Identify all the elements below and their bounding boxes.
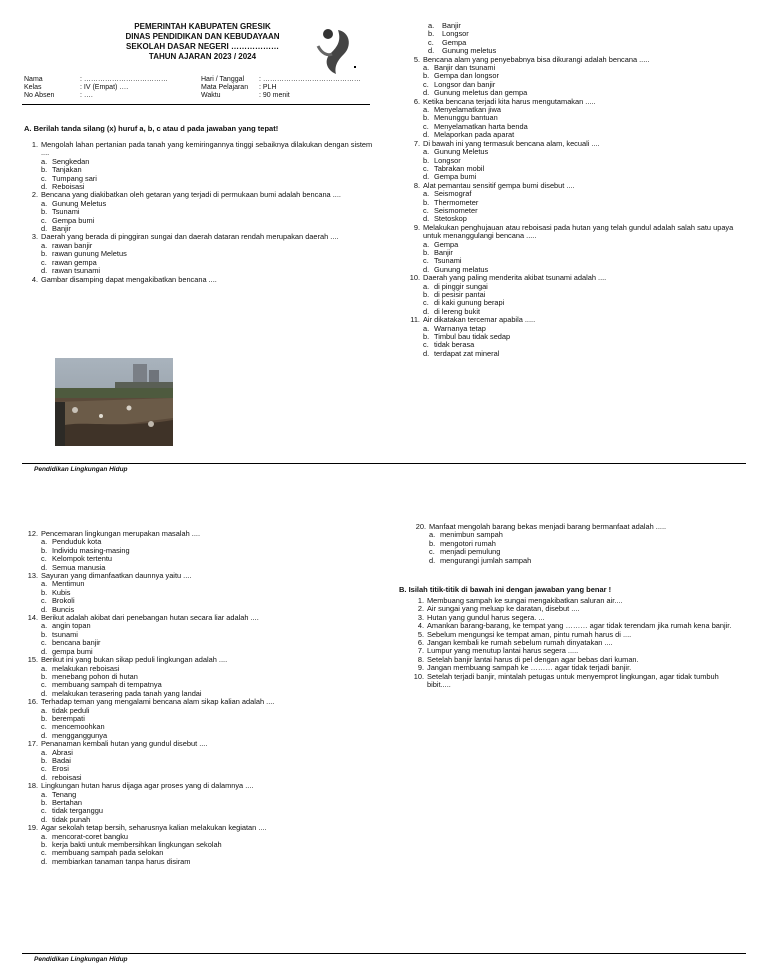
question-text: Lingkungan hutan harus dijaga agar proses yang di dalamnya ....: [41, 781, 254, 791]
question-text: Berikut ini yang bukan sikap peduli lingkungan adalah ....: [41, 655, 228, 665]
questions-column-4: [414, 523, 748, 565]
option-text: Gunung meletus dan gempa: [434, 88, 528, 98]
option-letter: d.: [41, 604, 48, 614]
question: [26, 141, 374, 158]
option-letter: c.: [41, 257, 47, 267]
option-text: tidak berasa: [434, 340, 475, 350]
option-letter: b.: [41, 798, 48, 807]
item-number: 10.: [413, 671, 424, 681]
item-number: 7.: [417, 646, 424, 656]
item-text[interactable]: Membuang sampah ke sungai mengakibatkan saluran air....: [427, 596, 623, 605]
question-number: 8.: [413, 180, 420, 190]
option-text: Menunggu bantuan: [434, 113, 498, 123]
item-number: 8.: [417, 654, 424, 664]
header-rule: [22, 104, 370, 105]
subject-label: Mata Pelajaran: [201, 84, 249, 91]
option-letter: c.: [41, 173, 47, 183]
option-text: Banjir: [442, 21, 461, 30]
option-letter: a.: [41, 831, 48, 841]
option-letter: c.: [423, 163, 429, 173]
exam-info: [201, 76, 361, 100]
option-letter: b.: [423, 332, 430, 342]
class-value: : IV (Empat) ….: [80, 84, 129, 91]
option-text: Kelompok tertentu: [52, 554, 112, 564]
option-letter: d.: [423, 130, 430, 140]
option-letter: c.: [423, 298, 429, 308]
day-label: Hari / Tanggal: [201, 76, 245, 83]
option-text: Gempa: [434, 239, 459, 249]
class-label: Kelas: [24, 84, 42, 91]
option-text: berempati: [52, 713, 85, 723]
option-letter: c.: [41, 722, 47, 732]
option-text: Tabrakan mobil: [434, 163, 485, 173]
option-text: tidak punah: [52, 814, 91, 824]
header-line: PEMERINTAH KABUPATEN GRESIK: [134, 22, 271, 31]
option-letter: b.: [423, 71, 430, 81]
option-text: Gempa: [442, 37, 467, 47]
question-text: Berikut adalah akibat dari penebangan hutan secara liar adalah ....: [41, 613, 259, 623]
item-text[interactable]: Air sungai yang meluap ke daratan, disebut ....: [427, 604, 580, 614]
option-letter: d.: [41, 772, 48, 782]
option-text: Abrasi: [52, 747, 73, 757]
answer-option[interactable]: [414, 557, 748, 565]
option-letter: a.: [423, 323, 430, 333]
option-letter: c.: [429, 547, 435, 557]
question-text: Bencana yang diakibatkan oleh getaran yang terjadi di permukaan bumi adalah bencana ....: [41, 190, 341, 200]
question-text: Manfaat mengolah barang bekas menjadi barang bermanfaat adalah .....: [429, 522, 667, 531]
answer-option[interactable]: [26, 749, 374, 757]
fill-in-item: [402, 673, 738, 690]
option-text: gempa bumi: [52, 646, 93, 656]
item-text[interactable]: Amankan barang-barang, ke tempat yang ……… agar tidak terendam jika rumah kena banjir.: [427, 621, 732, 631]
option-text: Tsunami: [434, 256, 462, 266]
item-number: 9.: [417, 663, 424, 673]
option-text: Gunung melatus: [434, 264, 489, 274]
option-letter: a.: [429, 530, 436, 540]
option-letter: d.: [423, 172, 430, 182]
option-text: Tanjakan: [52, 165, 82, 175]
item-text[interactable]: Sebelum mengungsi ke tempat aman, pintu rumah harus di ....: [427, 629, 632, 639]
option-letter: d.: [41, 224, 48, 234]
option-letter: c.: [41, 596, 47, 606]
option-letter: b.: [423, 155, 430, 165]
question-number: 19.: [27, 823, 38, 833]
option-letter: d.: [423, 348, 430, 358]
question-text: Di bawah ini yang termasuk bencana alam, kecuali ....: [423, 138, 600, 148]
section-b-title: B. Isilah titik-titik di bawah ini dengan jawaban yang benar !: [399, 585, 612, 594]
option-text: Tenang: [52, 789, 77, 799]
option-text: mengotori rumah: [440, 538, 496, 548]
option-letter: a.: [423, 189, 430, 199]
name-value: : ………………………………: [80, 76, 168, 83]
option-text: Tumpang sari: [52, 173, 97, 183]
absen-label: No Absen: [24, 92, 55, 99]
option-text: Gunung meletus: [442, 46, 497, 56]
option-text: di kaki gunung berapi: [434, 298, 505, 308]
option-letter: d.: [428, 46, 435, 56]
item-text[interactable]: Setelah terjadi banjir, mintalah petugas untuk menyemprot lingkungan, agar tidak tumbuh bibit.....: [427, 671, 719, 690]
option-text: rawan gunung Meletus: [52, 249, 127, 259]
item-text[interactable]: Jangan kembali ke rumah sebelum rumah dinyatakan ....: [427, 638, 613, 648]
item-text[interactable]: Lumpur yang menutup lantai harus segera .....: [427, 646, 579, 656]
question-number: 15.: [27, 655, 38, 665]
option-letter: b.: [423, 247, 430, 257]
questions-column-3: [26, 530, 374, 866]
question-number: 9.: [413, 222, 420, 232]
footer-rule: [22, 953, 746, 954]
option-letter: d.: [41, 730, 48, 740]
option-text: di pinggir sungai: [434, 281, 488, 291]
section-b-list: [402, 597, 738, 689]
item-text[interactable]: Jangan membuang sampah ke ……… agar tidak terjadi banjir.: [427, 663, 632, 673]
header-line: TAHUN AJARAN 2023 / 2024: [148, 52, 257, 61]
day-value: : ……………………………………: [259, 76, 361, 83]
option-text: Gempa dan longsor: [434, 71, 499, 81]
option-letter: b.: [41, 207, 48, 217]
option-text: Menyelamatkan jiwa: [434, 105, 501, 115]
option-text: bencana banjir: [52, 638, 101, 648]
option-letter: a.: [423, 281, 430, 291]
option-text: menjadi pemulung: [440, 547, 501, 557]
answer-option[interactable]: [26, 589, 374, 597]
option-text: menimbun sampah: [440, 530, 503, 540]
school-logo: [312, 24, 358, 76]
option-letter: d.: [423, 88, 430, 98]
footer-text: Pendidikan Lingkungan Hidup: [34, 466, 128, 473]
option-text: Kubis: [52, 587, 71, 597]
option-letter: c.: [41, 215, 47, 225]
option-letter: a.: [41, 621, 48, 631]
item-number: 6.: [417, 638, 424, 648]
option-text: di pesisir pantai: [434, 290, 486, 299]
question-number: 11.: [410, 315, 420, 325]
option-text: mencemoohkan: [52, 722, 105, 732]
option-text: membiarkan tanaman tanpa harus disiram: [52, 856, 191, 866]
question-text: Gambar disamping dapat mengakibatkan bencana ....: [41, 274, 217, 284]
question-text: Bencana alam yang penyebabnya bisa dikurangi adalah bencana .....: [423, 54, 650, 64]
option-letter: a.: [41, 537, 48, 547]
option-letter: c.: [41, 554, 47, 564]
option-text: Individu masing-masing: [52, 545, 130, 555]
option-letter: b.: [41, 840, 48, 850]
answer-option[interactable]: [26, 217, 374, 225]
option-text: Penduduk kota: [52, 537, 102, 547]
option-letter: b.: [41, 249, 48, 259]
option-text: Sengkedan: [52, 156, 90, 166]
question-number: 10.: [409, 273, 420, 283]
option-text: Longsor: [442, 29, 469, 39]
option-text: Stetoskop: [434, 214, 467, 224]
question-text: Daerah yang paling menderita akibat tsunami adalah ....: [423, 273, 607, 283]
question-number: 2.: [31, 190, 38, 200]
option-letter: a.: [41, 579, 48, 589]
option-letter: a.: [41, 198, 48, 208]
item-number: 4.: [417, 621, 424, 631]
question-text: Melakukan penghujauan atau reboisasi pada hutan yang telah gundul adalah salah satu upaya untuk menanggulangi bencana .....: [423, 222, 734, 241]
option-letter: d.: [41, 814, 48, 824]
option-letter: d.: [41, 266, 48, 276]
option-text: Menyelamatkan harta benda: [434, 121, 528, 131]
option-text: Semua manusia: [52, 562, 106, 572]
question-number: 13.: [27, 571, 38, 581]
option-letter: b.: [428, 29, 435, 39]
option-letter: b.: [423, 197, 430, 207]
option-letter: d.: [41, 688, 48, 698]
option-letter: d.: [429, 555, 436, 565]
answer-option[interactable]: [408, 241, 748, 249]
footer-rule: [22, 463, 746, 464]
option-text: Banjir: [52, 224, 71, 234]
school-header: [90, 22, 315, 62]
questions-column-2: [408, 22, 748, 358]
question-number: 20.: [415, 522, 426, 531]
question: [26, 782, 374, 790]
option-letter: a.: [41, 789, 48, 799]
option-text: rawan banjir: [52, 240, 93, 250]
question-number: 18.: [27, 781, 38, 791]
option-letter: b.: [41, 671, 48, 681]
question-number: 17.: [27, 739, 38, 749]
option-letter: b.: [429, 538, 436, 548]
option-text: kerja bakti untuk membersihkan lingkungan sekolah: [52, 840, 222, 850]
answer-option[interactable]: [408, 350, 748, 358]
option-letter: d.: [423, 264, 430, 274]
option-text: terdapat zat mineral: [434, 348, 500, 358]
question-text: Alat pemantau sensitif gempa bumi disebut ....: [423, 180, 575, 190]
option-letter: d.: [41, 562, 48, 572]
option-letter: d.: [41, 646, 48, 656]
option-letter: c.: [423, 121, 429, 131]
question: [26, 276, 374, 284]
option-text: menebang pohon di hutan: [52, 671, 138, 681]
question: [26, 740, 374, 748]
option-letter: a.: [423, 147, 430, 157]
option-text: Longsor dan banjir: [434, 79, 496, 89]
option-letter: d.: [423, 306, 430, 316]
option-letter: b.: [423, 113, 430, 123]
option-letter: c.: [423, 256, 429, 266]
answer-option[interactable]: [26, 622, 374, 630]
question-text: Ketika bencana terjadi kita harus mengutamakan .....: [423, 96, 596, 106]
option-text: Mentimun: [52, 579, 85, 589]
option-letter: d.: [41, 856, 48, 866]
option-text: melakukan reboisasi: [52, 663, 120, 673]
option-text: Seismometer: [434, 205, 478, 215]
question-text: Daerah yang berada di pinggiran sungai dan daerah dataran rendah merupakan daerah ....: [41, 232, 339, 242]
option-letter: c.: [41, 848, 47, 858]
option-text: tidak terganggu: [52, 806, 103, 816]
question-number: 5.: [413, 54, 420, 64]
option-letter: a.: [423, 63, 430, 73]
option-letter: a.: [423, 105, 430, 115]
section-a-title: A. Berilah tanda silang (x) huruf a, b, c atau d pada jawaban yang tepat!: [24, 124, 279, 133]
time-value: : 90 menit: [259, 92, 290, 99]
answer-option[interactable]: [26, 597, 374, 605]
question-text: Mengolah lahan pertanian pada tanah yang kemiringannya tinggi sebaiknya dilakukan dengan sistem ....: [41, 140, 373, 158]
option-letter: b.: [41, 165, 48, 175]
option-text: Brokoli: [52, 596, 75, 606]
option-letter: d.: [423, 214, 430, 224]
option-letter: b.: [41, 755, 48, 765]
option-text: mengganggunya: [52, 730, 108, 740]
option-letter: c.: [423, 340, 429, 350]
question-number: 14.: [27, 613, 38, 623]
option-letter: b.: [41, 629, 48, 639]
option-text: reboisasi: [52, 772, 82, 782]
question-number: 4.: [31, 274, 38, 284]
header-line: DINAS PENDIDIKAN DAN KEBUDAYAAN: [125, 32, 280, 41]
option-text: Melaporkan pada aparat: [434, 130, 515, 140]
exam-page-1: [0, 0, 768, 478]
option-text: mengurangi jumlah sampah: [440, 555, 532, 565]
option-letter: a.: [41, 663, 48, 673]
answer-option[interactable]: [26, 580, 374, 588]
question-text: Agar sekolah tetap bersih, seharusnya kalian melakukan kegiatan ....: [41, 823, 267, 833]
option-letter: a.: [41, 705, 48, 715]
option-text: Longsor: [434, 155, 461, 165]
question-number: 12.: [27, 529, 38, 538]
item-number: 5.: [417, 629, 424, 639]
option-letter: c.: [41, 680, 47, 690]
item-text[interactable]: Hutan yang gundul harus segera. ...: [427, 612, 545, 622]
option-text: Buncis: [52, 604, 75, 614]
option-letter: b.: [41, 587, 48, 597]
option-text: melakukan terasering pada tanah yang landai: [52, 688, 202, 698]
header-line: SEKOLAH DASAR NEGERI ………………: [126, 42, 279, 51]
option-text: Bertahan: [52, 798, 82, 807]
option-letter: a.: [428, 21, 435, 30]
option-letter: c.: [423, 205, 429, 215]
option-text: Badai: [52, 755, 71, 765]
item-number: 2.: [417, 604, 424, 614]
option-letter: d.: [41, 182, 48, 192]
option-text: tidak peduli: [52, 705, 90, 715]
item-number: 3.: [417, 612, 424, 622]
option-text: Seismograf: [434, 189, 472, 199]
exam-page-2: [0, 500, 768, 978]
question-text: Air dikatakan tercemar apabila .....: [423, 315, 536, 325]
option-letter: c.: [428, 37, 434, 47]
subject-value: : PLH: [259, 84, 277, 91]
question-number: 16.: [27, 697, 38, 707]
question-text: Penanaman kembali hutan yang gundul disebut ....: [41, 739, 208, 749]
option-letter: b.: [41, 713, 48, 723]
time-label: Waktu: [201, 92, 221, 99]
option-letter: a.: [423, 239, 430, 249]
option-text: Warnanya tetap: [434, 323, 486, 333]
question-text: Pencemaran lingkungan merupakan masalah ....: [41, 529, 200, 538]
option-text: Banjir dan tsunami: [434, 63, 496, 73]
questions-column-1: [26, 141, 374, 284]
answer-option[interactable]: [26, 858, 374, 866]
option-letter: b.: [423, 290, 430, 299]
option-text: rawan gempa: [52, 257, 97, 267]
option-text: Gempa bumi: [434, 172, 477, 182]
option-text: Gempa bumi: [52, 215, 95, 225]
option-letter: a.: [41, 156, 48, 166]
option-letter: b.: [41, 545, 48, 555]
option-text: di lereng bukit: [434, 306, 481, 316]
option-text: Gunung Meletus: [52, 198, 107, 208]
option-letter: c.: [41, 638, 47, 648]
question-number: 3.: [31, 232, 38, 242]
option-text: membuang sampah di tempatnya: [52, 680, 162, 690]
absen-value: : ….: [80, 92, 93, 99]
question-text: Terhadap teman yang mengalami bencana alam sikap kalian adalah ....: [41, 697, 275, 707]
item-number: 1.: [417, 596, 424, 605]
option-letter: c.: [41, 806, 47, 816]
question: [408, 224, 748, 241]
option-text: Erosi: [52, 764, 69, 774]
option-text: mencorat-coret bangku: [52, 831, 128, 841]
item-text[interactable]: Setelah banjir lantai harus di pel dengan agar bebas dari kuman.: [427, 654, 639, 664]
flood-photo: [55, 358, 173, 446]
option-letter: c.: [423, 79, 429, 89]
question-number: 1.: [31, 140, 38, 149]
question-text: Sayuran yang dimanfaatkan daunnya yaitu ....: [41, 571, 192, 581]
option-text: angin topan: [52, 621, 91, 631]
option-letter: c.: [41, 764, 47, 774]
question-number: 7.: [413, 138, 420, 148]
option-text: membuang sampah pada selokan: [52, 848, 164, 858]
option-text: Tsunami: [52, 207, 80, 217]
option-text: Gunung Meletus: [434, 147, 489, 157]
option-text: Thermometer: [434, 197, 479, 207]
student-info: [24, 76, 168, 100]
option-text: Reboisasi: [52, 182, 85, 192]
answer-option[interactable]: [26, 757, 374, 765]
option-text: rawan tsunami: [52, 266, 101, 276]
option-text: tsunami: [52, 629, 78, 639]
option-letter: a.: [41, 747, 48, 757]
option-text: Timbul bau tidak sedap: [434, 332, 511, 342]
question-number: 6.: [413, 96, 420, 106]
name-label: Nama: [24, 76, 43, 83]
option-letter: a.: [41, 240, 48, 250]
option-text: Banjir: [434, 247, 453, 257]
footer-text: Pendidikan Lingkungan Hidup: [34, 956, 128, 963]
